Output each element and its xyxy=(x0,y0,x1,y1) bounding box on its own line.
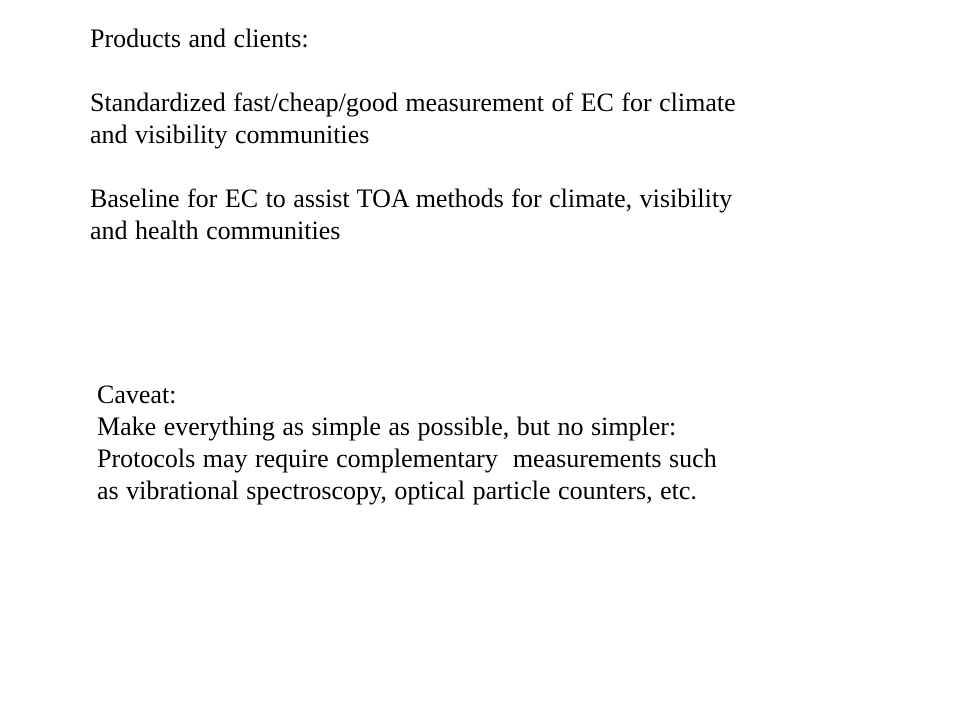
caveat-heading: Caveat: xyxy=(97,380,177,409)
products-item-2-line-1: Baseline for EC to assist TOA methods for climate, visibility xyxy=(90,184,733,213)
products-clients-section xyxy=(90,23,736,247)
products-item-1-line-2: and visibility communities xyxy=(90,120,370,149)
products-item-1-line-1: Standardized fast/cheap/good measurement of EC for climate xyxy=(90,88,736,117)
caveat-line-2: Protocols may require complementary measurements such xyxy=(97,444,717,473)
caveat-line-1: Make everything as simple as possible, but no simpler: xyxy=(97,412,677,441)
caveat-section xyxy=(97,379,717,507)
products-item-2-line-2: and health communities xyxy=(90,216,341,245)
spacer xyxy=(90,55,736,87)
products-heading: Products and clients: xyxy=(90,24,309,53)
caveat-line-3: as vibrational spectroscopy, optical particle counters, etc. xyxy=(97,476,697,505)
spacer xyxy=(90,151,736,183)
